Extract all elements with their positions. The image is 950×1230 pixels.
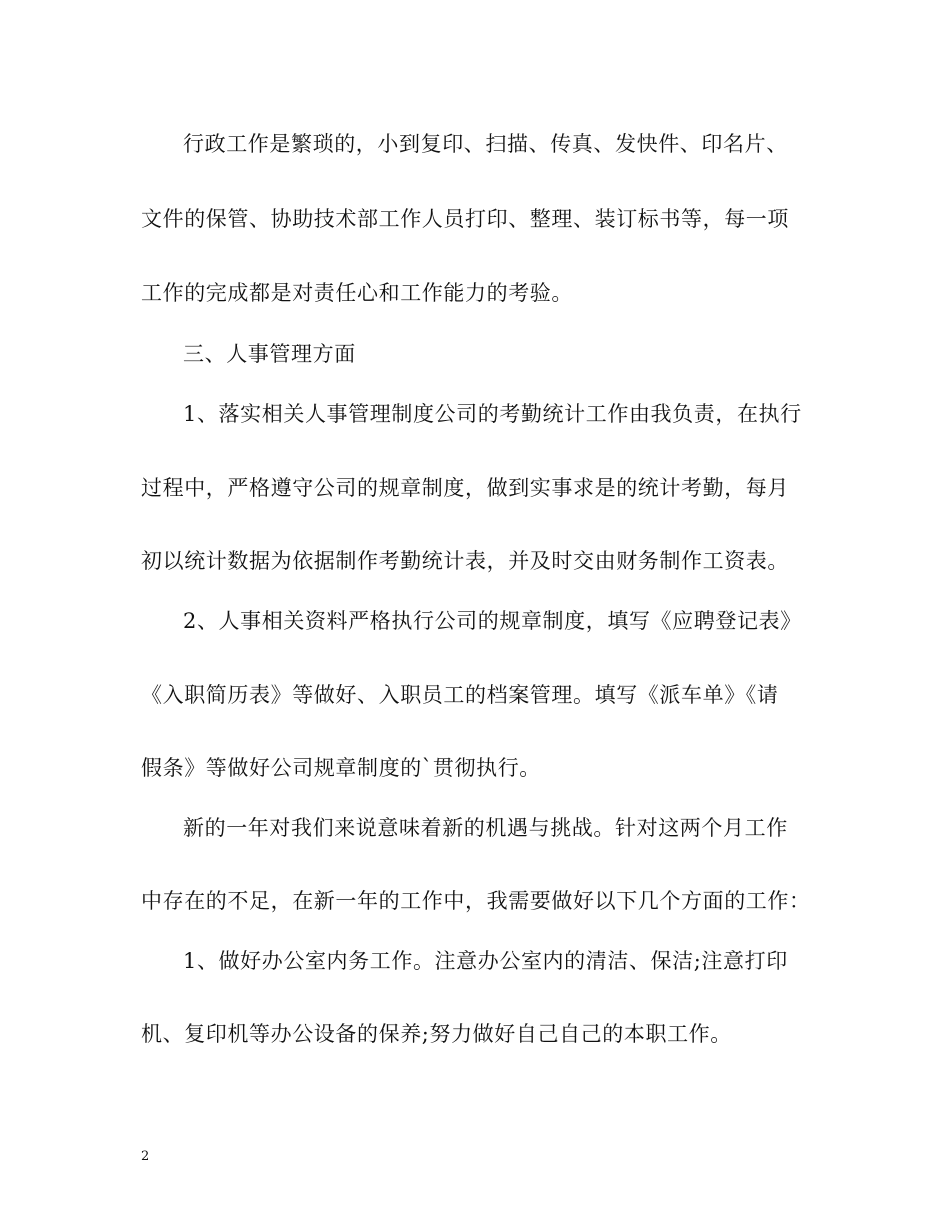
paragraph-line: 初以统计数据为依据制作考勤统计表，并及时交由财务制作工资表。	[141, 549, 789, 573]
paragraph-line: 假条》等做好公司规章制度的`贯彻执行。	[141, 756, 541, 780]
section-heading: 三、人事管理方面	[183, 342, 356, 366]
paragraph-line: 2、人事相关资料严格执行公司的规章制度，填写《应聘登记表》	[183, 609, 802, 633]
paragraph-line: 1、做好办公室内务工作。注意办公室内的清洁、保洁;注意打印	[183, 949, 788, 973]
paragraph-line: 《入职简历表》等做好、入职员工的档案管理。填写《派车单》《请	[141, 683, 779, 707]
page-number: 2	[141, 1149, 150, 1164]
paragraph-line: 文件的保管、协助技术部工作人员打印、整理、装订标书等，每一项	[141, 207, 789, 231]
paragraph-line: 1、落实相关人事管理制度公司的考勤统计工作由我负责，在执行	[183, 402, 802, 426]
paragraph-line: 中存在的不足，在新一年的工作中，我需要做好以下几个方面的工作：	[141, 889, 811, 913]
paragraph-line: 机、复印机等办公设备的保养;努力做好自己自己的本职工作。	[141, 1022, 732, 1046]
paragraph-line: 新的一年对我们来说意味着新的机遇与挑战。针对这两个月工作	[183, 816, 788, 840]
paragraph-line: 过程中，严格遵守公司的规章制度，做到实事求是的统计考勤，每月	[141, 476, 789, 500]
paragraph-line: 工作的完成都是对责任心和工作能力的考验。	[141, 281, 573, 305]
paragraph-line: 行政工作是繁琐的，小到复印、扫描、传真、发快件、印名片、	[183, 132, 788, 156]
